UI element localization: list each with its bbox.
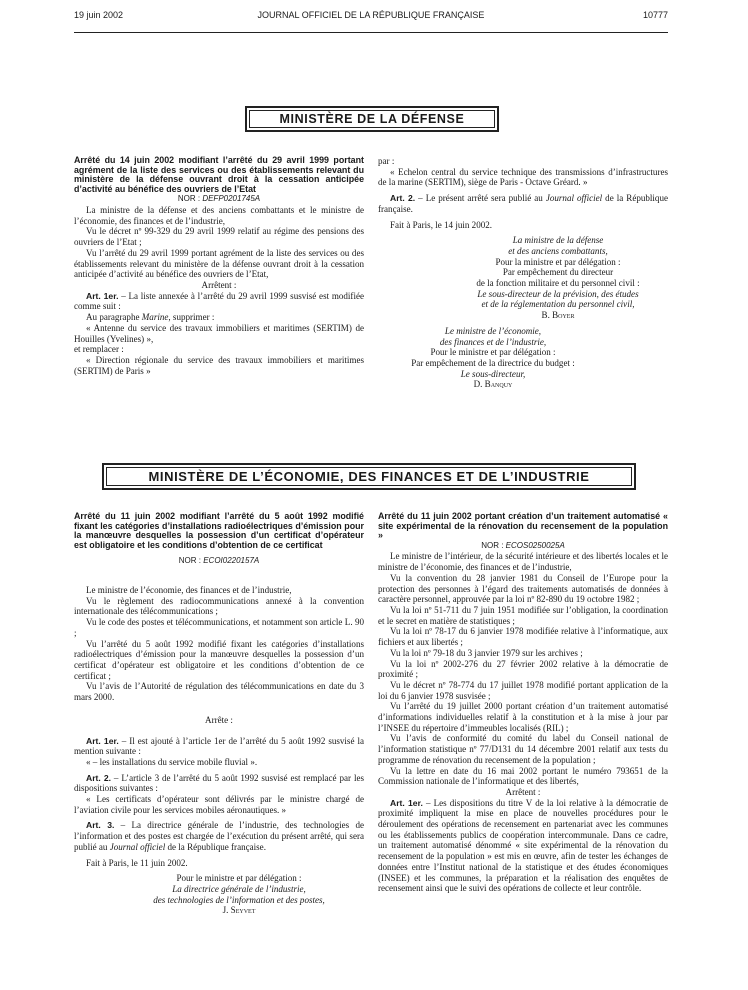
page-header [74, 10, 668, 26]
nor-reference: NOR : DEFP0201745A [177, 194, 261, 204]
decree-title: Arrêté du 11 juin 2002 modifiant l’arrêté du 5 août 1992 modifié fixant les catégories d’installations radioélectriques d’émission pour la manœuvre desquelles la possession d’un certificat d’opérateur est obligatoire et les conditions d’obtention de ce certificat [74, 511, 364, 550]
article-3: Art. 3. – La directrice générale de l’industrie, des technologies de l’information et des postes est chargée de l’exécution du présent arrêté, qui sera publié au Journal officiel de la République française. [74, 820, 364, 852]
article-2: Art. 2. – L’article 3 de l’arrêté du 5 août 1992 susvisé est remplacé par les dispositions suivantes : [74, 772, 364, 794]
journal-title: JOURNAL OFFICIEL DE LA RÉPUBLIQUE FRANÇAISE [257, 10, 485, 20]
article-1: Art. 1er. – Il est ajouté à l’article 1er de l’arrêté du 5 août 1992 susvisé la mention suivante : [74, 735, 364, 757]
signature-block-radio: Pour le ministre et par délégation : La directrice générale de l’industrie, des technologies de l’information et des postes, J. Seyvet [153, 873, 325, 916]
decree-defense-right: par : « Echelon central du service technique des transmissions d’infrastructures de la marine (SERTIM), siège de Paris - Octave Gréard. » Art. 2. – Le présent arrêté sera publié au Journal officiel de la République française. Fait à Paris, le 14 juin 2002. La ministre de la défense et des anciens combattants, Pour la ministre et par délégation : Par empêchement du directeur de la fonction militaire et du personnel civil : Le sous-directeur de la prévision, des études et de la réglementation du personnel civil, B. Boyer Le ministre de l’économie, des finances et de l’industrie, Pour le ministre et par délégation : Par empêchement de la directrice du budget : Le sous-directeur, D. Banquy [378, 156, 668, 390]
article-2: Art. 2. – Le présent arrêté sera publié au Journal officiel de la République française. [378, 193, 668, 214]
nor-reference: NOR : ECOI0220157A [178, 556, 260, 566]
header-date: 19 juin 2002 [74, 10, 124, 20]
article-1: Art. 1er. – Les dispositions du titre V de la loi relative à la démocratie de proximité impliquent la mise en place de nouvelles procédures pour le déroulement des opérations de recensement en partenariat avec les communes ou les établissements publics de coopération intercommunale. Dans ce cadre, un traitement automatisé dénommé « site expérimental de la rénovation du recensement de la population » est mis en œuvre, afin de tester les échanges de données entre l’Institut national de la statistique et des études économiques (INSEE) et les communes, la préparation et la réalisation des enquêtes de recensement ainsi que le suivi des opérations de collecte et leur contrôle. [378, 797, 668, 894]
decree-title: Arrêté du 14 juin 2002 modifiant l’arrêté du 29 avril 1999 portant agrément de la liste des services ou des établissements relevant du ministère de la défense ouvrant droit à la cessation anticipée d’activité au bénéfice des ouvriers de l’Etat [74, 155, 364, 194]
decree-census-right: Arrêté du 11 juin 2002 portant création d’un traitement automatisé « site expérimental de la rénovation du recensement de la population » NOR : ECOS0250025A Le ministre de l’intérieur, de la sécurité intérieure et des libertés locales et le ministre de l’économie, des finances et de l’industrie, Vu la convention du 28 janvier 1981 du Conseil de l’Europe pour la protection des personnes à l’égard des traitements automatisés de données à caractère personnel, approuvée par la loi nº 82-890 du 19 octobre 1982 ; Vu la loi nº 51-711 du 7 juin 1951 modifiée sur l’obligation, la coordination et le secret en matière de statistiques ; Vu la loi nº 78-17 du 6 janvier 1978 modifiée relative à l’informatique, aux fichiers et aux libertés ; Vu la loi nº 79-18 du 3 janvier 1979 sur les archives ; Vu la loi nº 2002-276 du 27 février 2002 relative à la démocratie de proximité ; Vu le décret nº 78-774 du 17 juillet 1978 modifié portant application de la loi du 6 janvier 1978 susvisée ; Vu l’arrêté du 19 juillet 2000 portant création d’un traitement automatisé d’informations individuelles relatif à la constitution et à la mise à jour par l’INSEE du répertoire d’immeubles localisés (RIL) ; Vu l’avis de conformité du comité du label du Conseil national de l’information statistique nº 77/D131 du 14 décembre 2001 relatif aux tests du programme de rénovation du recensement de la population ; Vu la lettre en date du 16 mai 2002 portant le numéro 793651 de la Commission nationale de l’informatique et des libertés, Arrêtent : Art. 1er. – Les dispositions du titre V de la loi relative à la démocratie de proximité impliquent la mise en place de nouvelles procédures pour le déroulement des opérations de recensement en partenariat avec les communes ou les établissements publics de coopération intercommunale. Dans ce cadre, un traitement automatisé dénommé « site expérimental de la rénovation du recensement de la population » est mis en œuvre, afin de tester les échanges de données entre l’Institut national de la statistique et des études économiques (INSEE) et les communes, la préparation et la réalisation des enquêtes de recensement ainsi que le suivi des opérations de collecte et leur contrôle. [378, 511, 668, 894]
signature-block-defense: La ministre de la défense et des anciens combattants, Pour la ministre et par délégation : Par empêchement du directeur de la fonction militaire et du personnel civil : Le sous-directeur de la prévision, des études et de la réglementation du personnel civil, B. Boyer [476, 235, 640, 321]
decree-defense-left: Arrêté du 14 juin 2002 modifiant l’arrêté du 29 avril 1999 portant agrément de la liste des services ou des établissements relevant du ministère de la défense ouvrant droit à la cessation anticipée d’activité au bénéfice des ouvriers de l’Etat NOR : DEFP0201745A La ministre de la défense et des anciens combattants et le ministre de l’économie, des finances et de l’industrie, Vu le décret nº 99-329 du 29 avril 1999 relatif au régime des pensions des ouvriers de l’Etat ; Vu l’arrêté du 29 avril 1999 portant agrément de la liste des services ou des établissements relevant du ministère de la défense ouvrant droit à la cessation anticipée d’activité au bénéfice des ouvriers de l’Etat, Arrêtent : Art. 1er. – La liste annexée à l’arrêté du 29 avril 1999 susvisé est modifiée comme suit : Au paragraphe Marine, supprimer : « Antenne du service des travaux immobiliers et maritimes (SERTIM) de Houilles (Yvelines) », et remplacer : « Direction régionale du service des travaux immobiliers et maritimes (SERTIM) de Paris » [74, 155, 364, 376]
decree-title: Arrêté du 11 juin 2002 portant création d’un traitement automatisé « site expérimental de la rénovation du recensement de la population » [378, 511, 668, 541]
nor-reference: NOR : ECOS0250025A [481, 540, 565, 550]
ministry-defense-banner: MINISTÈRE DE LA DÉFENSE [245, 106, 499, 132]
article-1: Art. 1er. – La liste annexée à l’arrêté du 29 avril 1999 susvisé est modifiée comme suit : [74, 290, 364, 312]
signature-block-economy: Le ministre de l’économie, des finances et de l’industrie, Pour le ministre et par délégation : Par empêchement de la directrice du budget : Le sous-directeur, D. Banquy [411, 325, 575, 390]
header-rule [74, 32, 668, 33]
ministry-economy-banner: MINISTÈRE DE L’ÉCONOMIE, DES FINANCES ET DE L’INDUSTRIE [102, 463, 636, 490]
decree-radio-left: Arrêté du 11 juin 2002 modifiant l’arrêté du 5 août 1992 modifié fixant les catégories d’installations radioélectriques d’émission pour la manœuvre desquelles la possession d’un certificat d’opérateur est obligatoire et les conditions d’obtention de ce certificat NOR : ECOI0220157A Le ministre de l’économie, des finances et de l’industrie, Vu le règlement des radiocommunications annexé à la convention internationale des télécommunications ; Vu le code des postes et télécommunications, et notamment son article L. 90 ; Vu l’arrêté du 5 août 1992 modifié fixant les catégories d’installations radioélectriques d’émission pour la manœuvre desquelles la possession d’un certificat d’opérateur est obligatoire et les conditions d’obtention de ce certificat ; Vu l’avis de l’Autorité de régulation des télécommunications en date du 3 mars 2000. Arrête : Art. 1er. – Il est ajouté à l’article 1er de l’arrêté du 5 août 1992 susvisé la mention suivante : « – les installations du service mobile fluvial ». Art. 2. – L’article 3 de l’arrêté du 5 août 1992 susvisé est remplacé par les dispositions suivantes : « Les certificats d’opérateur sont délivrés par le ministre chargé de l’aviation civile pour les services mobiles aéronautiques. » Art. 3. – La directrice générale de l’industrie, des technologies de l’information et des postes est chargée de l’exécution du présent arrêté, qui sera publié au Journal officiel de la République française. Fait à Paris, le 11 juin 2002. Pour le ministre et par délégation : La directrice générale de l’industrie, des technologies de l’information et des postes, J. Seyvet [74, 511, 364, 916]
page-number: 10777 [642, 10, 668, 20]
